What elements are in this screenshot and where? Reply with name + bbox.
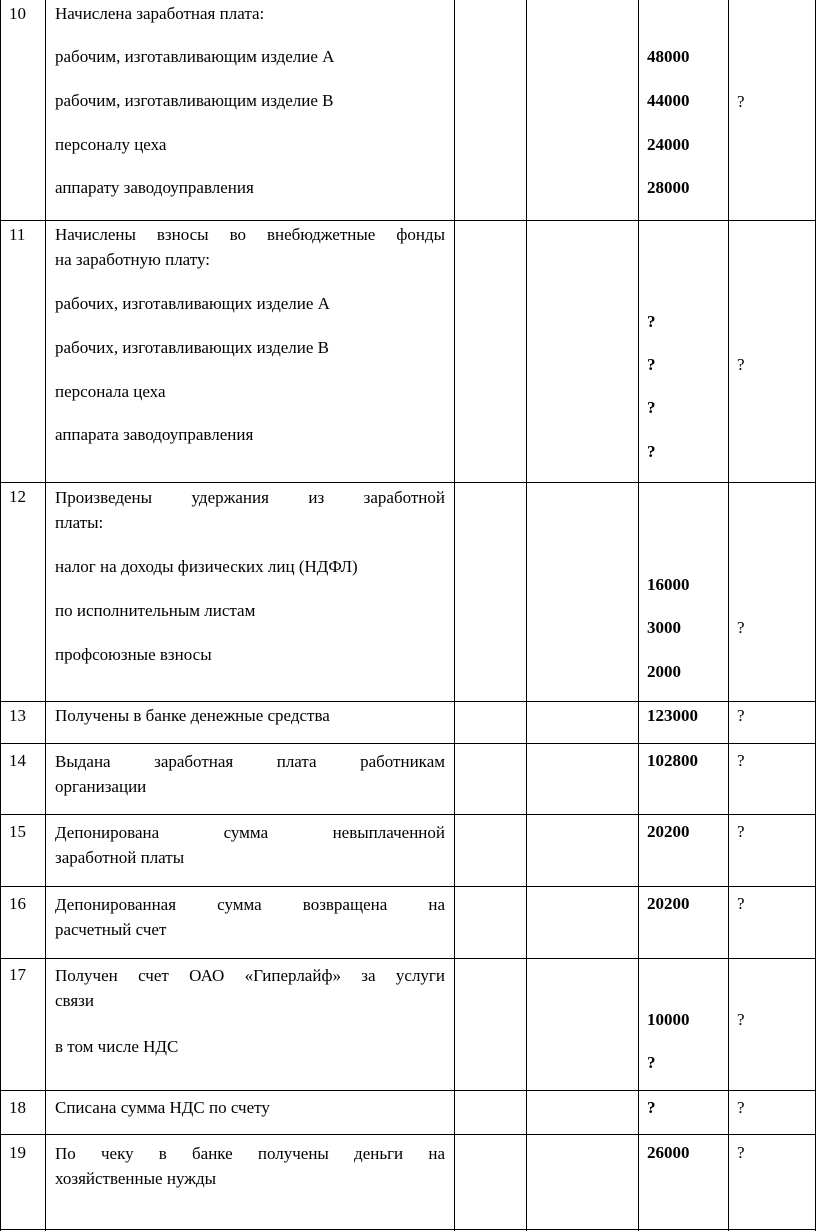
row-number: 14: [9, 751, 26, 770]
row-item: аппарата заводоуправления: [55, 425, 254, 444]
result-unknown: ?: [737, 1098, 745, 1117]
column-divider: [638, 0, 639, 1231]
row-divider: [0, 482, 816, 483]
row-item: рабочих, изготавливающих изделие А: [55, 294, 330, 313]
row-title-line: По чеку в банке получены деньги на: [55, 1144, 445, 1163]
column-divider: [45, 0, 46, 1231]
row-title-line: хозяйственные нужды: [55, 1169, 217, 1188]
row-number: 19: [9, 1143, 26, 1162]
row-number: 16: [9, 894, 26, 913]
row-divider: [0, 220, 816, 221]
row-item: рабочих, изготавливающих изделие В: [55, 338, 330, 357]
result-unknown: ?: [737, 894, 745, 913]
row-number: 10: [9, 4, 26, 23]
column-divider: [454, 0, 455, 1231]
row-number: 12: [9, 487, 26, 506]
row-item: персонала цеха: [55, 382, 166, 401]
row-item: по исполнительным листам: [55, 601, 256, 620]
row-title: Получены в банке денежные средства: [55, 706, 330, 725]
table-border-bottom: [0, 1229, 816, 1230]
row-title-line: Депонирована сумма невыплаченной: [55, 823, 445, 842]
row-item: рабочим, изготавливающим изделие В: [55, 91, 334, 110]
row-title: [55, 963, 445, 1013]
amount-value: 10000: [647, 1010, 690, 1029]
row-title: Списана сумма НДС по счету: [55, 1098, 270, 1117]
amount-value: 44000: [647, 91, 690, 110]
result-unknown: ?: [737, 706, 745, 725]
result-unknown: ?: [737, 822, 745, 841]
amount-value: 2000: [647, 662, 681, 681]
row-divider: [0, 701, 816, 702]
result-unknown: ?: [737, 1143, 745, 1162]
row-title-line: заработной платы: [55, 848, 185, 867]
row-item: профсоюзные взносы: [55, 645, 212, 664]
row-divider: [0, 743, 816, 744]
amount-value: 48000: [647, 47, 690, 66]
row-item: персоналу цеха: [55, 135, 167, 154]
row-item: налог на доходы физических лиц (НДФЛ): [55, 557, 358, 576]
amount-value: 16000: [647, 575, 690, 594]
row-title: [55, 1141, 445, 1191]
row-title-line: на заработную плату:: [55, 250, 210, 269]
row-divider: [0, 886, 816, 887]
result-unknown: ?: [737, 92, 745, 111]
amount-value: 102800: [647, 751, 698, 770]
amount-value: 28000: [647, 178, 690, 197]
amount-value: ?: [647, 1053, 656, 1072]
row-title-line: Начислены взносы во внебюджетные фонды: [55, 225, 445, 244]
result-unknown: ?: [737, 618, 745, 637]
row-divider: [0, 1090, 816, 1091]
row-title-line: Депонированная сумма возвращена на: [55, 895, 445, 914]
amount-value: 123000: [647, 706, 698, 725]
column-divider: [526, 0, 527, 1231]
amount-value: ?: [647, 355, 656, 374]
row-title-line: Произведены удержания из заработной: [55, 488, 445, 507]
row-title-line: Получен счет ОАО «Гиперлайф» за услуги: [55, 966, 445, 985]
amount-value: ?: [647, 398, 656, 417]
row-title-line: расчетный счет: [55, 920, 167, 939]
table-border-left: [0, 0, 1, 1231]
row-number: 11: [9, 225, 26, 244]
result-unknown: ?: [737, 1010, 745, 1029]
row-number: 18: [9, 1098, 26, 1117]
amount-value: 3000: [647, 618, 681, 637]
row-item: аппарату заводоуправления: [55, 178, 254, 197]
row-title: Начислена заработная плата:: [55, 4, 265, 23]
amount-value: 20200: [647, 822, 690, 841]
result-unknown: ?: [737, 751, 745, 770]
row-title: [55, 820, 445, 870]
result-unknown: ?: [737, 355, 745, 374]
row-item: рабочим, изготавливающим изделие А: [55, 47, 335, 66]
amount-value: ?: [647, 442, 656, 461]
row-title: [55, 749, 445, 799]
amount-value: ?: [647, 312, 656, 331]
amount-value: 24000: [647, 135, 690, 154]
row-title-line: связи: [55, 991, 94, 1010]
row-title: [55, 222, 445, 272]
row-title: [55, 892, 445, 942]
amount-value: 26000: [647, 1143, 690, 1162]
amount-value: 20200: [647, 894, 690, 913]
row-title-line: организации: [55, 777, 147, 796]
row-divider: [0, 814, 816, 815]
amount-value: ?: [647, 1098, 656, 1117]
column-divider: [728, 0, 729, 1231]
row-title: [55, 485, 445, 535]
row-divider: [0, 1134, 816, 1135]
row-title-line: платы:: [55, 513, 104, 532]
row-number: 15: [9, 822, 26, 841]
row-title-line: Выдана заработная плата работникам: [55, 752, 445, 771]
row-divider: [0, 958, 816, 959]
row-number: 17: [9, 965, 26, 984]
row-item: в том числе НДС: [55, 1037, 179, 1056]
row-number: 13: [9, 706, 26, 725]
